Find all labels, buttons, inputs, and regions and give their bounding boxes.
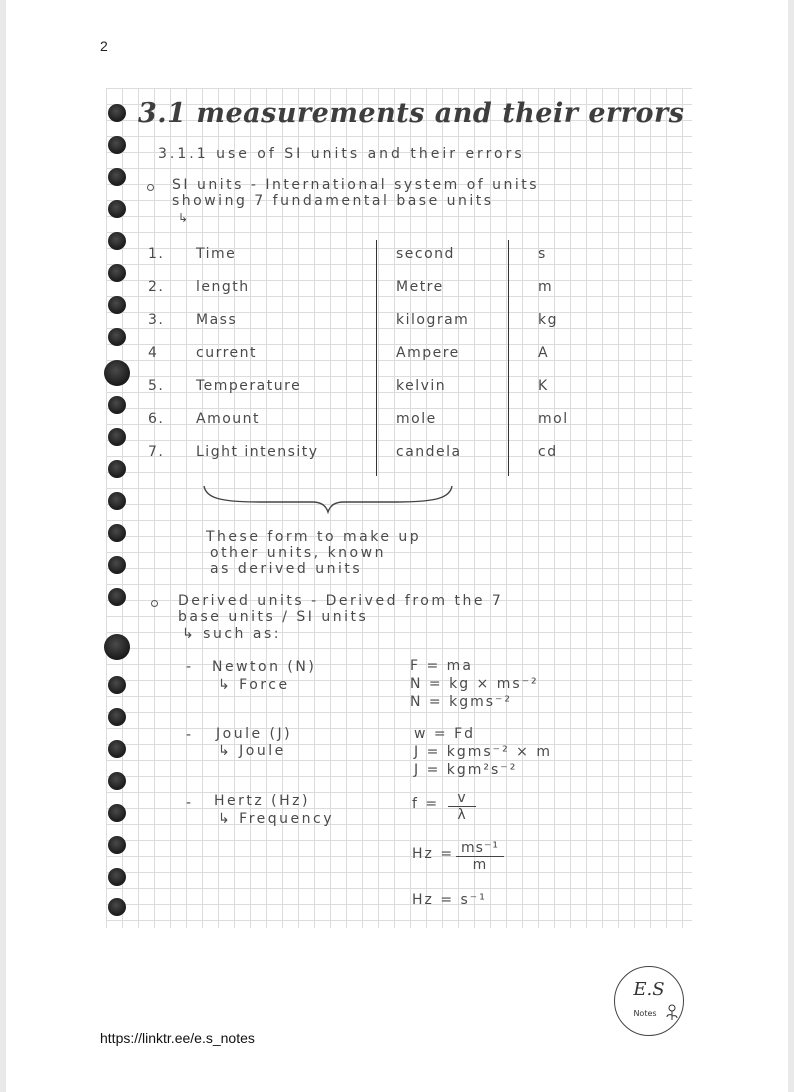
footer-link[interactable]: https://linktr.ee/e.s_notes bbox=[100, 1030, 255, 1046]
quantity-cell: Time bbox=[196, 246, 237, 262]
derived-unit-name: Joule (J) bbox=[216, 726, 293, 742]
table-row bbox=[140, 279, 600, 299]
equation: F = ma bbox=[410, 658, 473, 674]
binder-hole-icon bbox=[108, 460, 126, 478]
symbol-cell: s bbox=[538, 246, 547, 262]
derived-unit-sub: ↳ Frequency bbox=[218, 811, 335, 827]
fraction bbox=[448, 790, 476, 823]
bullet-icon bbox=[147, 184, 154, 191]
flower-icon bbox=[665, 1003, 679, 1021]
derived-note-line3: as derived units bbox=[210, 561, 363, 577]
binder-hole-icon bbox=[108, 868, 126, 886]
equation: w = Fd bbox=[414, 726, 476, 742]
binder-hole-icon bbox=[108, 264, 126, 282]
unit-cell: kilogram bbox=[396, 312, 470, 328]
binder-hole-icon bbox=[108, 772, 126, 790]
binder-hole-icon bbox=[108, 104, 126, 122]
binder-hole-icon bbox=[108, 200, 126, 218]
unit-cell: second bbox=[396, 246, 455, 262]
quantity-cell: current bbox=[196, 345, 258, 361]
logo bbox=[614, 966, 684, 1036]
binder-hole-icon bbox=[108, 328, 126, 346]
derived-unit-name: Newton (N) bbox=[212, 659, 317, 675]
unit-cell: candela bbox=[396, 444, 462, 460]
equation-lhs: Hz = bbox=[412, 846, 455, 862]
bullet-icon bbox=[151, 600, 158, 607]
binder-hole-icon bbox=[108, 492, 126, 510]
page-title: 3.1 measurements and their errors bbox=[138, 98, 685, 129]
binder-hole-icon bbox=[108, 136, 126, 154]
row-number: 3. bbox=[148, 312, 165, 328]
binder-hole-icon bbox=[108, 556, 126, 574]
derived-unit-sub: ↳ Joule bbox=[218, 743, 286, 759]
row-number: 2. bbox=[148, 279, 165, 295]
derived-note-line2: other units, known bbox=[210, 545, 386, 561]
derived-intro-line2: base units / SI units bbox=[178, 609, 369, 625]
quantity-cell: Light intensity bbox=[196, 444, 319, 460]
fraction bbox=[456, 840, 504, 873]
binder-hole-icon bbox=[104, 360, 130, 386]
binder-hole-icon bbox=[108, 524, 126, 542]
page-number: 2 bbox=[100, 38, 108, 54]
logo-text: E.S bbox=[633, 979, 665, 1000]
binder-hole-icon bbox=[108, 296, 126, 314]
row-number: 7. bbox=[148, 444, 165, 460]
symbol-cell: mol bbox=[538, 411, 569, 427]
unit-cell: Metre bbox=[396, 279, 444, 295]
binder-hole-icon bbox=[108, 396, 126, 414]
symbol-cell: m bbox=[538, 279, 554, 295]
symbol-cell: K bbox=[538, 378, 549, 394]
row-number: 6. bbox=[148, 411, 165, 427]
fraction-denominator: λ bbox=[457, 807, 467, 823]
row-number: 4 bbox=[148, 345, 159, 361]
curly-brace-icon bbox=[200, 482, 456, 516]
binder-hole-icon bbox=[108, 836, 126, 854]
symbol-cell: A bbox=[538, 345, 550, 361]
table-row bbox=[140, 312, 600, 332]
si-units-intro-line2: showing 7 fundamental base units bbox=[172, 193, 494, 209]
unit-cell: Ampere bbox=[396, 345, 460, 361]
binder-hole-icon bbox=[108, 588, 126, 606]
logo-subtext: Notes bbox=[633, 1009, 657, 1018]
derived-unit-sub: ↳ Force bbox=[218, 677, 290, 693]
binder-hole-icon bbox=[104, 634, 130, 660]
derived-intro-line3: ↳ such as: bbox=[182, 626, 281, 642]
arrow-icon: ↳ bbox=[178, 211, 191, 225]
row-number: 1. bbox=[148, 246, 165, 262]
equation: N = kg × ms⁻² bbox=[410, 676, 539, 692]
unit-cell: mole bbox=[396, 411, 437, 427]
table-row bbox=[140, 411, 600, 431]
quantity-cell: length bbox=[196, 279, 250, 295]
table-row bbox=[140, 444, 600, 464]
equation: Hz = s⁻¹ bbox=[412, 892, 487, 908]
si-units-table bbox=[140, 240, 600, 480]
si-units-intro-line1: SI units - International system of units bbox=[172, 177, 540, 193]
dash-marker: - bbox=[186, 659, 194, 675]
binder-hole-icon bbox=[108, 740, 126, 758]
row-number: 5. bbox=[148, 378, 165, 394]
equation: J = kgm²s⁻² bbox=[414, 762, 518, 778]
unit-cell: kelvin bbox=[396, 378, 447, 394]
section-subtitle: 3.1.1 use of SI units and their errors bbox=[158, 146, 525, 162]
table-row bbox=[140, 345, 600, 365]
derived-unit-name: Hertz (Hz) bbox=[214, 793, 310, 809]
equation: J = kgms⁻² × m bbox=[414, 744, 552, 760]
equation: N = kgms⁻² bbox=[410, 694, 513, 710]
table-row bbox=[140, 246, 600, 266]
dash-marker: - bbox=[186, 727, 194, 743]
equation-lhs: f = bbox=[412, 796, 440, 812]
fraction-denominator: m bbox=[472, 857, 488, 873]
quantity-cell: Amount bbox=[196, 411, 261, 427]
spiral-holes bbox=[108, 104, 130, 914]
binder-hole-icon bbox=[108, 676, 126, 694]
binder-hole-icon bbox=[108, 898, 126, 916]
binder-hole-icon bbox=[108, 708, 126, 726]
binder-hole-icon bbox=[108, 804, 126, 822]
symbol-cell: cd bbox=[538, 444, 558, 460]
quantity-cell: Temperature bbox=[196, 378, 302, 394]
symbol-cell: kg bbox=[538, 312, 558, 328]
quantity-cell: Mass bbox=[196, 312, 238, 328]
fraction-numerator: v bbox=[448, 790, 476, 807]
table-row bbox=[140, 378, 600, 398]
binder-hole-icon bbox=[108, 232, 126, 250]
derived-intro-line1: Derived units - Derived from the 7 bbox=[178, 593, 504, 609]
binder-hole-icon bbox=[108, 428, 126, 446]
dash-marker: - bbox=[186, 795, 194, 811]
derived-note-line1: These form to make up bbox=[206, 529, 422, 545]
fraction-numerator: ms⁻¹ bbox=[456, 840, 504, 857]
binder-hole-icon bbox=[108, 168, 126, 186]
